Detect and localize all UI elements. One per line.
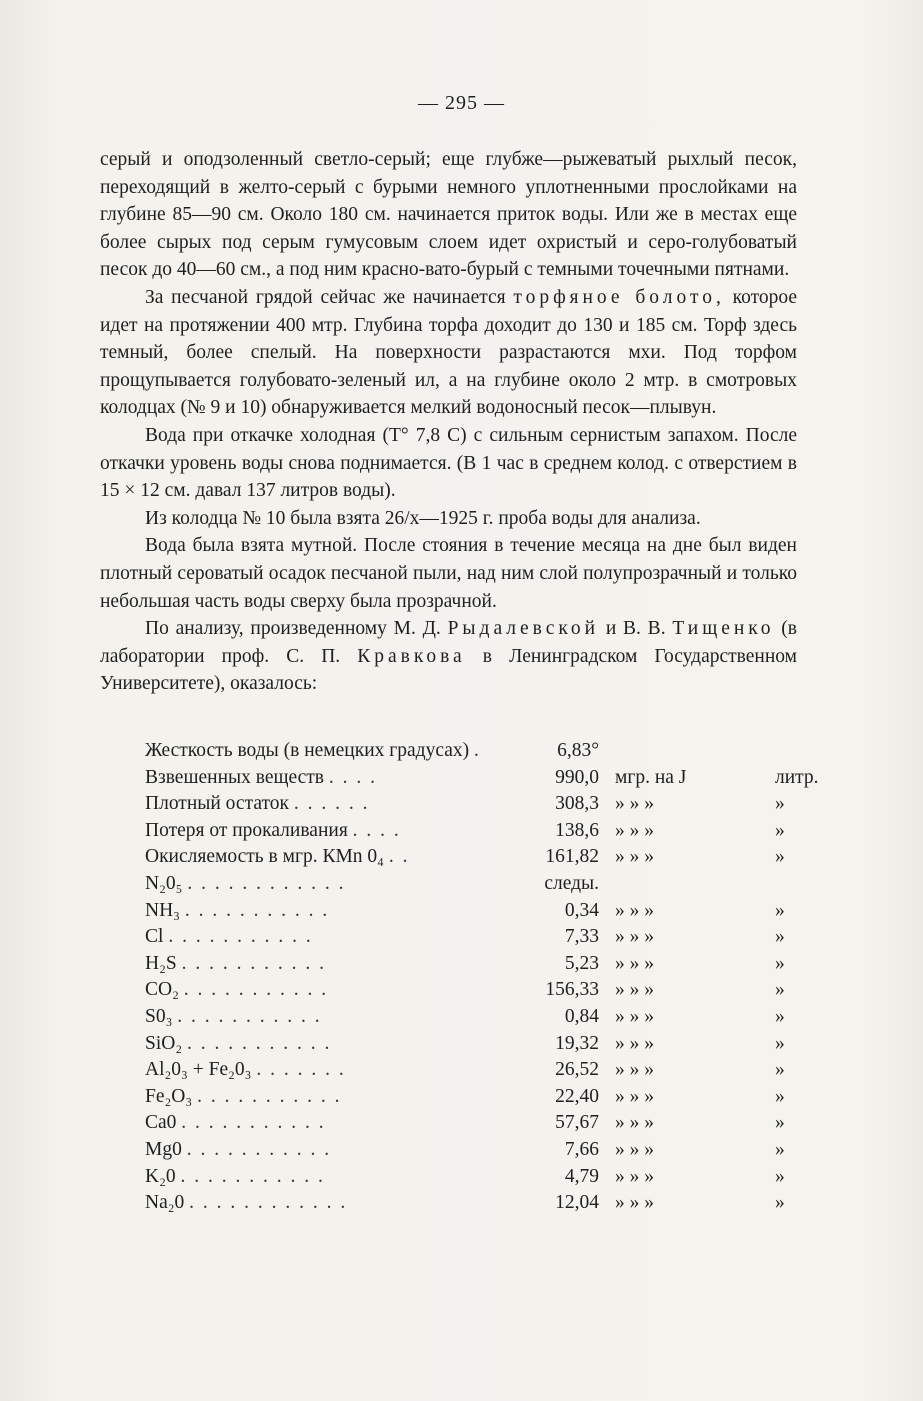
spaced-name: Кравкова [357, 645, 466, 667]
row-unit-tail: » [775, 952, 785, 974]
body-text [100, 146, 797, 698]
row-unit-tail: » [775, 1192, 785, 1214]
row-label-text: Ca0 [145, 1112, 177, 1134]
row-unit-tail: » [775, 926, 785, 948]
row-label [145, 1006, 523, 1033]
row-unit [611, 873, 775, 900]
row-value: 0,34 [564, 899, 599, 921]
row-label-text: Mg0 [145, 1138, 182, 1160]
table-row [145, 1139, 835, 1166]
row-label-text: Жесткость воды (в немецких градусах) [145, 740, 470, 761]
row-value: 12,04 [555, 1192, 599, 1214]
row-unit-tail: » [775, 1032, 785, 1054]
row-unit: » » » [615, 899, 654, 921]
row-value: 7,66 [564, 1138, 599, 1160]
leader-dots: . . . . . . . . . . . . [189, 1192, 348, 1214]
leader-dots: . . . . . . . . . . . [177, 1005, 322, 1027]
table-row [145, 1086, 835, 1113]
row-unit: » » » [615, 979, 654, 1001]
row-label [145, 979, 523, 1006]
page-number: — 295 — [418, 92, 505, 114]
row-label-text: Na₂0 [145, 1192, 185, 1214]
table-row [145, 1166, 835, 1193]
row-label-text: SiO₂ [145, 1032, 183, 1054]
row-unit-tail: » [775, 1059, 785, 1081]
row-unit-tail: » [775, 899, 785, 921]
leader-dots: . [474, 740, 481, 761]
row-unit [611, 740, 775, 767]
text-run: которое идет на протяжении 400 мтр. Глубина торфа доходит до 130 и 185 см. Торф здесь темный, более спелый. На поверхности разрастаются мхи. Под торфом прощупывается голубовато-зеленый ил, а на глубине около 2 мтр. в смотровых колодцах (№ 9 и 10) обнаруживается мелкий водоносный песок—плывун. [100, 286, 798, 419]
row-label [145, 793, 523, 820]
row-value: 161,82 [545, 846, 599, 868]
leader-dots: . . . . . . . . . . . [180, 1165, 325, 1187]
row-unit-tail: » [775, 1165, 785, 1187]
text-run: в Ленинградском Государственном Университете), оказалось: [100, 645, 797, 695]
row-unit: » » » [615, 793, 654, 815]
row-value: 5,23 [564, 952, 599, 974]
row-label-text: N₂0₅ [145, 872, 183, 894]
paragraph: Вода была взята мутной. После стояния в течение месяца на дне был виден плотный сероватый осадок песчаной пыли, над ним слой полупрозрачный и только небольшая часть воды сверху была прозрачной. [100, 535, 797, 612]
row-unit-tail: » [775, 979, 785, 1001]
row-unit: » » » [615, 1032, 654, 1054]
table-row [145, 926, 835, 953]
row-unit: » » » [615, 1005, 654, 1027]
row-label-text: Потеря от прокаливания [145, 819, 348, 841]
paragraph [100, 284, 797, 422]
row-label-text: Окисляемость в мгр. КМn 0₄ [145, 846, 384, 868]
row-unit: » » » [615, 1165, 654, 1187]
row-label-text: Cl [145, 926, 164, 948]
table-row [145, 1033, 835, 1060]
row-label [145, 846, 523, 873]
row-unit: » » » [615, 1138, 654, 1160]
row-value: 6,83° [557, 740, 599, 761]
leader-dots: . . . . . . . . . . . [183, 979, 329, 1001]
table-row [145, 793, 835, 820]
row-value: 57,67 [555, 1112, 599, 1134]
row-unit: мгр. на J [615, 766, 687, 788]
table-row [145, 1059, 835, 1086]
row-unit: » » » [615, 819, 654, 841]
row-label [145, 1166, 523, 1193]
row-label [145, 873, 523, 900]
row-value: 990,0 [555, 766, 599, 788]
row-unit: » » » [615, 926, 654, 948]
table-row [145, 900, 835, 927]
leader-dots: . . . . . . . . . . . [181, 952, 326, 974]
leader-dots: . . . . . . . . . . . [187, 1032, 332, 1054]
row-unit-tail: » [775, 793, 785, 815]
spaced-name: Тищенко [672, 618, 775, 640]
row-unit: » » » [615, 1059, 654, 1081]
leader-dots: . . . . . . [293, 793, 370, 815]
row-label [145, 1059, 523, 1086]
row-value: 26,52 [555, 1059, 599, 1081]
table-row [145, 846, 835, 873]
row-label [145, 926, 523, 953]
row-label [145, 1139, 523, 1166]
row-unit-tail: литр. [775, 766, 819, 788]
row-label-text: H₂S [145, 952, 177, 974]
spaced-term: торфяное болото, [513, 286, 725, 308]
row-unit: » » » [615, 846, 654, 868]
paragraph: Из колодца № 10 была взята 26/x—1925 г. проба воды для анализа. [145, 507, 701, 529]
paragraph: Вода при откачке холодная (T° 7,8 С) с сильным сернистым запахом. После откачки уровень воды снова поднимается. (В 1 час в среднем колод. с отверстием в 15 × 12 см. давал 137 литров воды). [100, 424, 797, 502]
analysis-table [145, 740, 835, 1219]
table-row [145, 1112, 835, 1139]
row-label [145, 1112, 523, 1139]
leader-dots: . . . . . . . . . . . [184, 899, 330, 921]
paragraph [100, 615, 797, 698]
row-value: 22,40 [555, 1085, 599, 1107]
row-label [145, 1033, 523, 1060]
row-label [145, 953, 523, 980]
row-unit-tail: » [775, 819, 785, 841]
row-label [145, 900, 523, 927]
row-label [145, 767, 523, 794]
row-unit-tail: » [775, 1112, 785, 1134]
row-label-text: Al₂0₃ + Fe₂0₃ [145, 1059, 252, 1081]
leader-dots: . . . . [328, 766, 378, 788]
row-unit-tail: » [775, 1138, 785, 1160]
table-row [145, 740, 835, 767]
row-unit: » » » [615, 1085, 654, 1107]
row-label-text: Fe₂O₃ [145, 1085, 193, 1107]
row-value: 19,32 [555, 1032, 599, 1054]
spaced-name: Рыдалевской [447, 618, 600, 640]
table-row [145, 1006, 835, 1033]
row-unit-tail: » [775, 846, 785, 868]
row-value: 138,6 [555, 819, 599, 841]
row-label-text: Взвешенных веществ [145, 766, 325, 788]
row-label-text: NH₃ [145, 899, 180, 921]
text-run: По анализу, произведенному М. Д. [145, 618, 448, 640]
text-run: За песчаной грядой сейчас же начинается [145, 286, 514, 308]
row-unit-tail [775, 740, 835, 767]
row-unit-tail: » [775, 1005, 785, 1027]
row-label [145, 1192, 523, 1219]
row-label [145, 820, 523, 847]
table-row [145, 873, 835, 900]
row-value: 308,3 [555, 793, 599, 815]
row-unit-tail: » [775, 1085, 785, 1107]
text-run: (в лаборатории проф. С. П. [100, 618, 797, 667]
row-value: 4,79 [564, 1165, 599, 1187]
row-label-text: S0₃ [145, 1005, 173, 1027]
leader-dots: . . . . [352, 819, 401, 841]
leader-dots: . . . . . . . [256, 1059, 346, 1081]
leader-dots: . . . . . . . . . . . [168, 926, 313, 948]
paragraph: серый и оподзоленный светло-серый; еще глубже—рыжеватый рыхлый песок, переходящий в желто-серый с бурыми немного уплотненными прослойками на глубине 85—90 см. Около 180 см. начинается приток воды. Или же в местах еще более сырых под серым гумусовым слоем идет охристый и серо-голубоватый песок до 40—60 см., а под ним красно-вато-бурый с темными точечными пятнами. [100, 149, 797, 281]
text-run: и В. В. [599, 618, 673, 640]
leader-dots: . . . . . . . . . . . [186, 1138, 332, 1160]
leader-dots: . . [388, 846, 410, 868]
row-value: следы. [544, 872, 599, 894]
row-label-text: CO₂ [145, 979, 179, 1001]
table-row [145, 767, 835, 794]
leader-dots: . . . . . . . . . . . [181, 1112, 326, 1134]
table-row [145, 820, 835, 847]
row-unit: » » » [615, 952, 654, 974]
table-row [145, 953, 835, 980]
row-unit-tail [775, 873, 835, 900]
row-label-text: Плотный остаток [145, 793, 289, 815]
row-label [145, 740, 523, 767]
row-value: 156,33 [545, 979, 599, 1001]
leader-dots: . . . . . . . . . . . [197, 1085, 342, 1107]
table-row [145, 979, 835, 1006]
row-unit: » » » [615, 1112, 654, 1134]
row-label [145, 1086, 523, 1113]
row-label-text: K₂0 [145, 1165, 176, 1187]
row-value: 0,84 [564, 1005, 599, 1027]
leader-dots: . . . . . . . . . . . . [187, 872, 346, 894]
row-unit: » » » [615, 1192, 654, 1214]
row-value: 7,33 [564, 926, 599, 948]
table-row [145, 1192, 835, 1219]
